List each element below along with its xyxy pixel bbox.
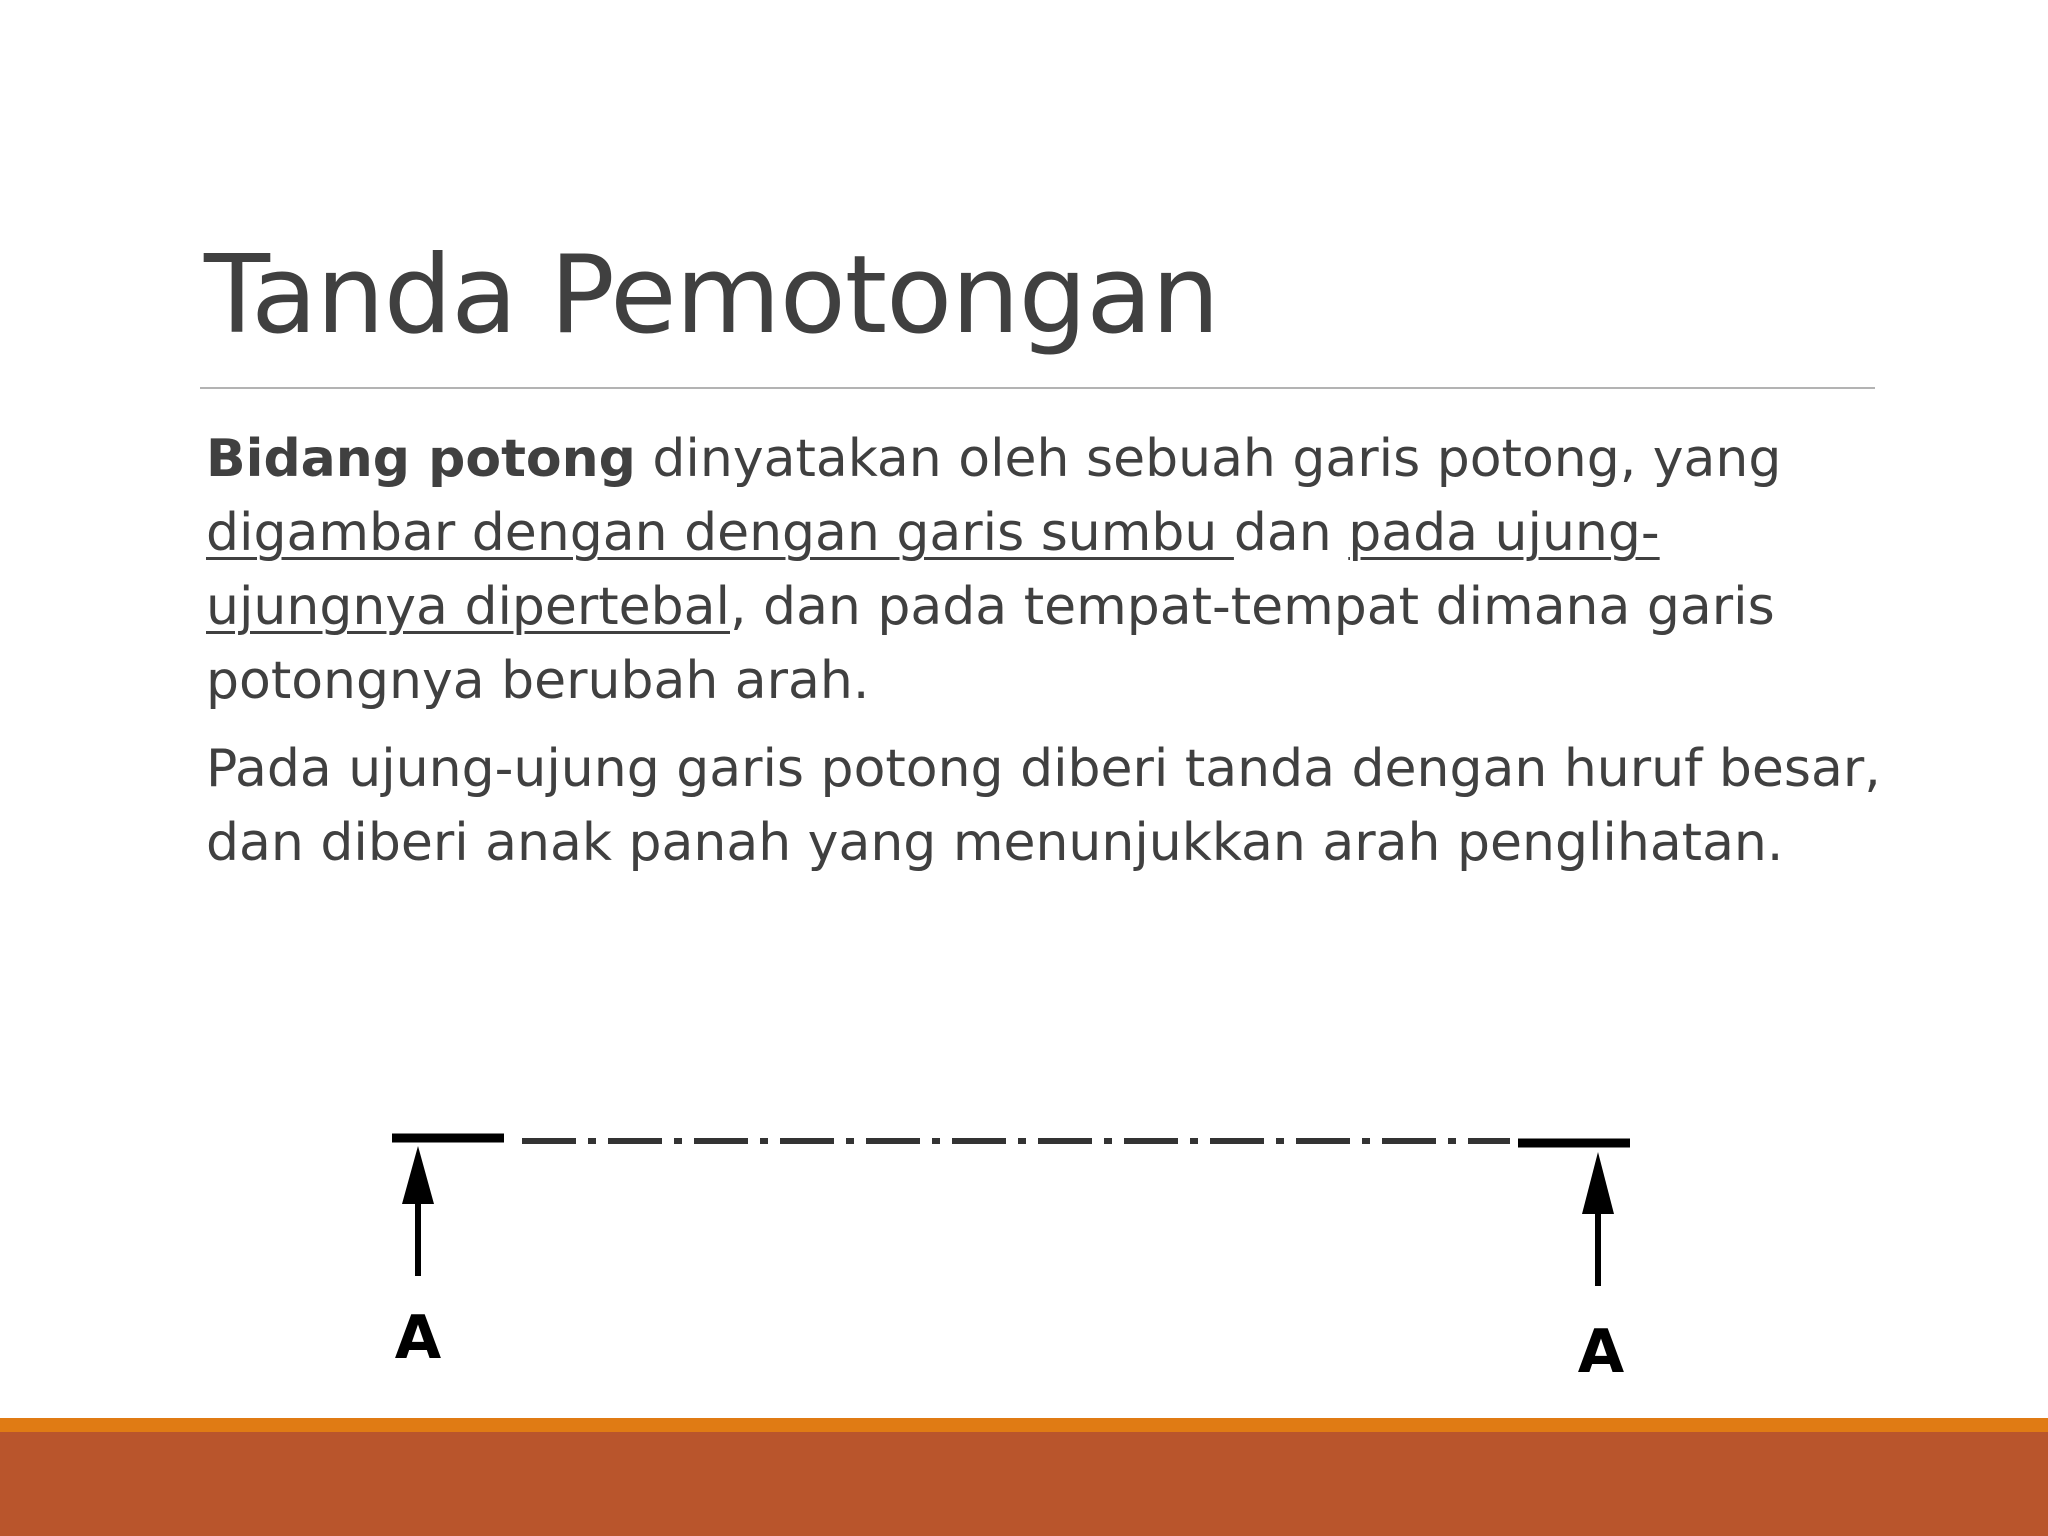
bold-term: Bidang potong [206, 429, 636, 489]
underlined-phrase: pada ujung-ujungnya dipertebal [206, 503, 1660, 637]
arrow-up-icon [1582, 1152, 1614, 1286]
arrow-up-icon [402, 1146, 434, 1276]
paragraph-text: dinyatakan oleh sebuah garis potong, yang [635, 429, 1782, 489]
underlined-phrase: digambar dengan dengan garis sumbu [206, 503, 1234, 563]
paragraph-definition [206, 422, 1896, 718]
slide-body [206, 422, 1896, 894]
paragraph-text: , dan pada tempat-tempat dimana garis potongnya berubah arah. [206, 577, 1775, 711]
paragraph-text: dan [1233, 503, 1349, 563]
title-divider [200, 387, 1875, 389]
paragraph-arrow-rule: Pada ujung-ujung garis potong diberi tanda dengan huruf besar, dan diberi anak panah yang menunjukkan arah penglihatan. [206, 739, 1881, 873]
section-line-diagram [360, 1110, 1660, 1390]
footer-accent-stripe [0, 1418, 2048, 1432]
slide-title: Tanda Pemotongan [204, 233, 1219, 358]
section-label-left: A [394, 1303, 442, 1373]
footer-band [0, 1432, 2048, 1536]
section-label-right: A [1577, 1317, 1625, 1387]
